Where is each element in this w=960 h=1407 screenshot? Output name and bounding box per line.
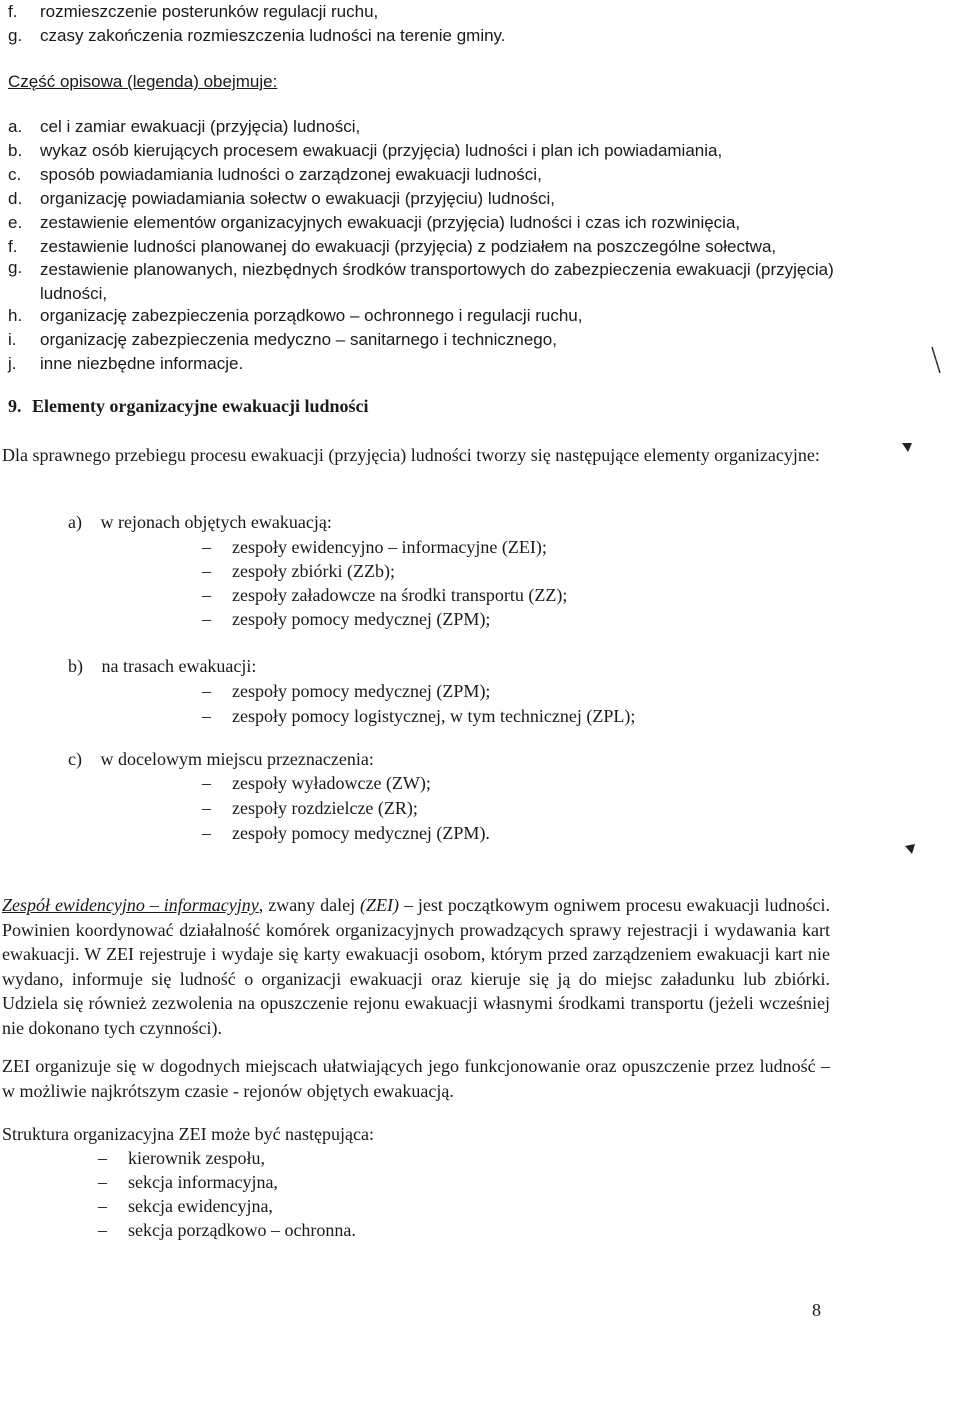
dash: –: [202, 823, 211, 843]
list-label: f.: [8, 237, 18, 256]
list-text: zespoły pomocy logistycznej, w tym technicznej (ZPL);: [232, 706, 636, 726]
list-label: a.: [8, 117, 23, 136]
dash: –: [98, 1148, 107, 1168]
group-b-heading: [68, 656, 256, 677]
list-text: cel i zamiar ewakuacji (przyjęcia) ludności,: [40, 117, 361, 136]
dash: –: [98, 1196, 107, 1216]
group-label: c): [68, 749, 82, 769]
list-label: g.: [8, 258, 23, 277]
dash: –: [202, 681, 211, 701]
group-label: b): [68, 656, 83, 676]
list-text: zespoły zbiórki (ZZb);: [232, 561, 395, 581]
dash: –: [98, 1220, 107, 1240]
list-text: rozmieszczenie posterunków regulacji ruchu,: [40, 2, 379, 21]
zei-after-term: , zwany dalej: [258, 895, 361, 915]
dash: –: [202, 561, 211, 581]
list-text: organizację powiadamiania sołectw o ewakuacji (przyjęciu) ludności,: [40, 189, 555, 208]
list-text: kierownik zespołu,: [128, 1148, 265, 1168]
dash: –: [202, 798, 211, 818]
list-text: zespoły pomocy medycznej (ZPM);: [232, 681, 491, 701]
group-label: a): [68, 512, 82, 532]
dash: –: [202, 609, 211, 629]
list-text: zestawienie planowanych, niezbędnych środków transportowych do zabezpieczenia ewakuacji (przyjęcia) ludności,: [40, 260, 834, 303]
group-a-heading: [68, 512, 332, 533]
list-text: sekcja informacyjna,: [128, 1172, 278, 1192]
dash: –: [202, 773, 211, 793]
group-c-heading: [68, 749, 374, 770]
list-text: zestawienie ludności planowanej do ewakuacji (przyjęcia) z podziałem na poszczególne sołectwa,: [40, 237, 777, 256]
list-label: g.: [8, 26, 23, 45]
list-text: zestawienie elementów organizacyjnych ewakuacji (przyjęcia) ludności i czas ich rozwinięcia,: [40, 213, 741, 232]
group-title: na trasach ewakuacji:: [101, 656, 257, 676]
list-text: zespoły pomocy medycznej (ZPM).: [232, 823, 490, 843]
list-text: zespoły pomocy medycznej (ZPM);: [232, 609, 491, 629]
list-label: f.: [8, 2, 18, 21]
list-label: i.: [8, 330, 17, 349]
list-label: e.: [8, 213, 23, 232]
list-text: czasy zakończenia rozmieszczenia ludności na terenie gminy.: [40, 26, 506, 45]
group-title: w docelowym miejscu przeznaczenia:: [100, 749, 374, 769]
list-text: sekcja ewidencyjna,: [128, 1196, 273, 1216]
list-label: b.: [8, 141, 23, 160]
zei-rest: – jest początkowym ogniwem procesu ewakuacji ludności. Powinien koordynować działalność komórek organizacyjnych prowadzących sprawy rejestracji i wydawania kart ewakuacji. W ZEI rejestruje i wydaje się karty ewakuacji osobom, którym przed zarządzeniem ewakuacji kart nie wydano, informuje się ludność o organizacji ewakuacji oraz kieruje się ją do miejsc załadunku lub zbiórki. Udziela się również zezwolenia na opuszczenie rejonu ewakuacji własnymi środkami transportu (jeżeli wcześniej nie dokonano tych czynności).: [2, 895, 830, 1038]
scan-mark: [900, 440, 914, 454]
list-text: organizację zabezpieczenia porządkowo – ochronnego i regulacji ruchu,: [40, 306, 583, 325]
list-label: c.: [8, 165, 22, 184]
page-number: 8: [812, 1300, 821, 1320]
zei-abbr: (ZEI): [360, 895, 400, 915]
list-text: zespoły załadowcze na środki transportu (ZZ);: [232, 585, 568, 605]
list-label: d.: [8, 189, 23, 208]
list-text: zespoły wyładowcze (ZW);: [232, 773, 431, 793]
section-number: 9.: [8, 396, 22, 416]
legend-heading: Część opisowa (legenda) obejmuje:: [8, 72, 278, 91]
list-text: sekcja porządkowo – ochronna.: [128, 1220, 356, 1240]
dash: –: [202, 585, 211, 605]
list-text: sposób powiadamiania ludności o zarządzonej ewakuacji ludności,: [40, 165, 542, 184]
list-text: zespoły rozdzielcze (ZR);: [232, 798, 418, 818]
zei-paragraph: [2, 893, 830, 1041]
dash: –: [202, 706, 211, 726]
zei-term: Zespół ewidencyjno – informacyjny: [2, 895, 259, 915]
list-text: organizację zabezpieczenia medyczno – sanitarnego i technicznego,: [40, 330, 557, 349]
section-title: Elementy organizacyjne ewakuacji ludności: [32, 396, 369, 416]
list-text: zespoły ewidencyjno – informacyjne (ZEI);: [232, 537, 547, 557]
dash: –: [202, 537, 211, 557]
structure-heading: Struktura organizacyjna ZEI może być następująca:: [2, 1124, 375, 1144]
scan-mark: [930, 345, 942, 375]
group-title: w rejonach objętych ewakuacją:: [100, 512, 332, 532]
list-label: h.: [8, 306, 23, 325]
list-text: wykaz osób kierujących procesem ewakuacji (przyjęcia) ludności i plan ich powiadamiania,: [40, 141, 723, 160]
intro-paragraph: Dla sprawnego przebiegu procesu ewakuacji (przyjęcia) ludności tworzy się następujące elementy organizacyjne:: [2, 445, 820, 465]
scan-mark: [903, 842, 917, 856]
list-label: j.: [8, 354, 17, 373]
dash: –: [98, 1172, 107, 1192]
section-heading: [8, 396, 368, 417]
zei-location-paragraph: ZEI organizuje się w dogodnych miejscach ułatwiających jego funkcjonowanie oraz opuszczenie przez ludność – w możliwie najkrótszym czasie - rejonów objętych ewakuacją.: [2, 1056, 830, 1101]
list-text: inne niezbędne informacje.: [40, 354, 244, 373]
